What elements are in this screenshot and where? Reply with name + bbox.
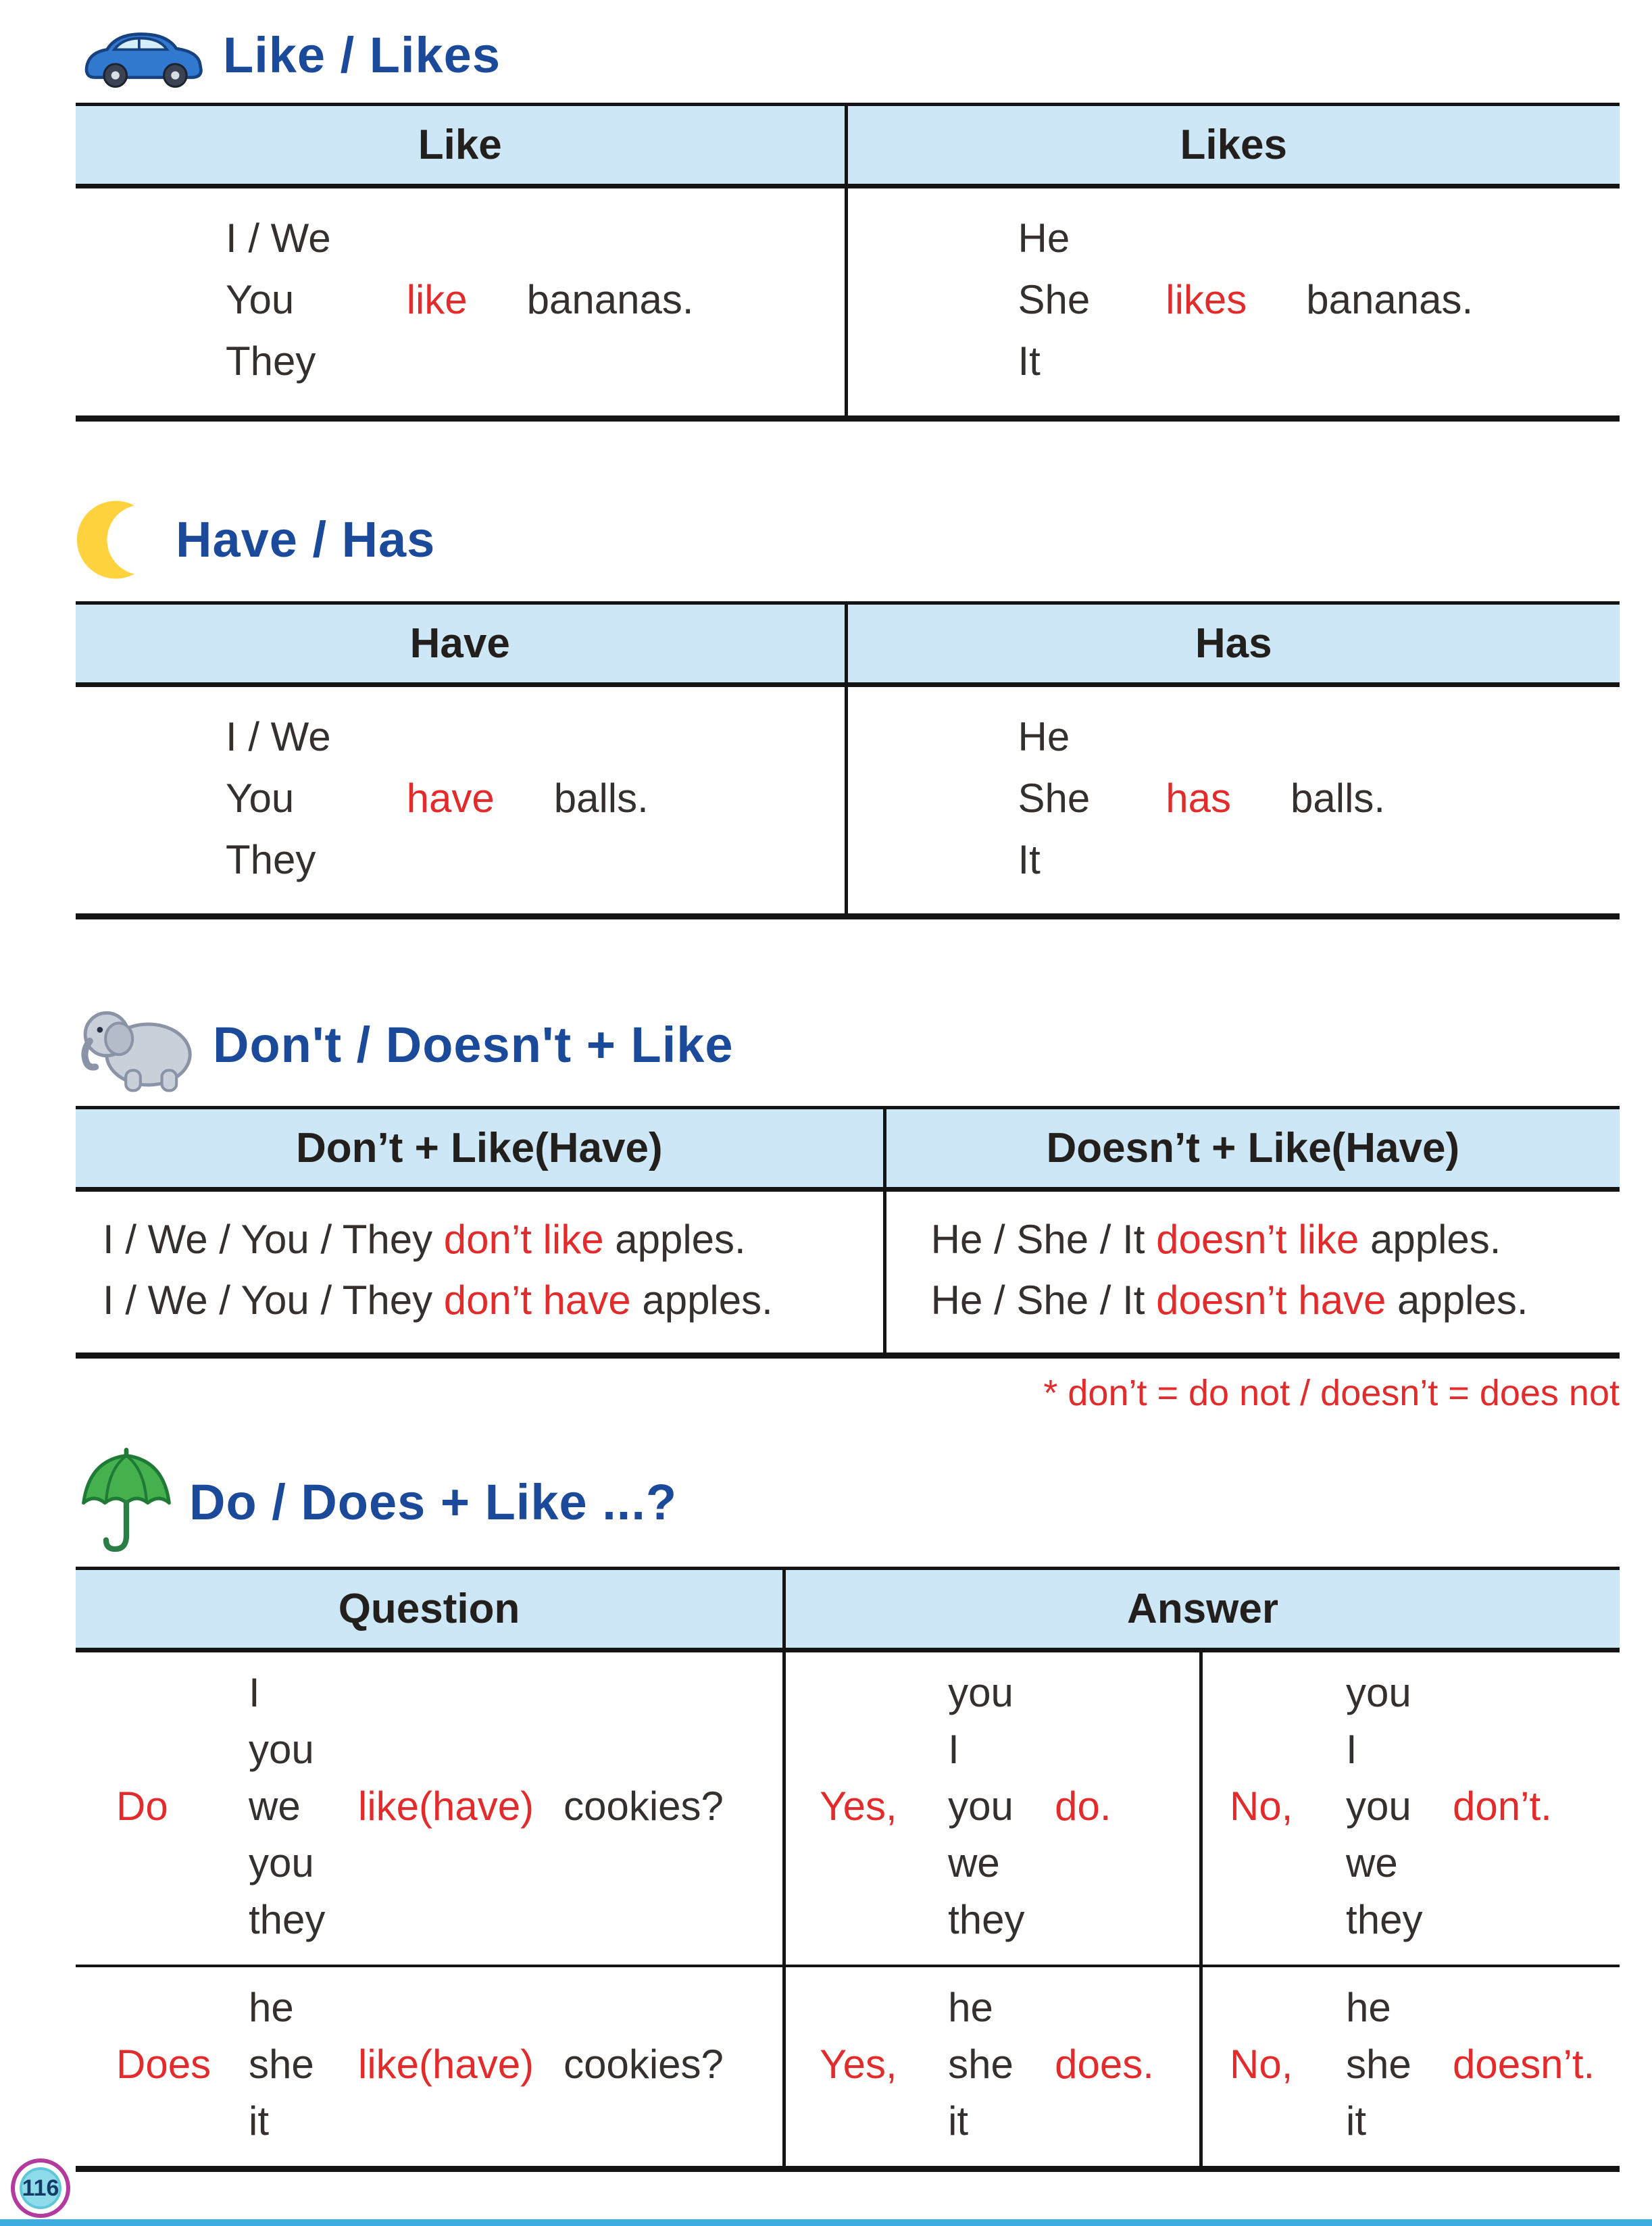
answer-lead: No, (1230, 2042, 1293, 2088)
object-text: cookies? (564, 2042, 724, 2088)
sentence-subject: I / We / You / They (103, 1217, 444, 1263)
question-cell (76, 1967, 786, 2166)
pronoun-line: she (948, 2042, 1013, 2088)
verb-text: likes (1166, 277, 1247, 323)
pronoun-stack (1018, 706, 1091, 891)
section-head (76, 489, 1620, 590)
pronoun-stack (226, 207, 331, 393)
pronoun-line: you (1346, 1784, 1411, 1829)
object-text: balls. (1291, 775, 1386, 821)
pronoun-line: we (249, 1784, 301, 1829)
table-header-row (76, 601, 1620, 687)
umbrella-icon (76, 1448, 177, 1556)
pronoun-line: you (948, 1784, 1013, 1829)
pronoun-line: you (1346, 1670, 1411, 1716)
table-cell (848, 188, 1620, 415)
answer-tail: does. (1055, 2042, 1154, 2088)
section-head (76, 18, 1620, 92)
aux-text: Do (116, 1784, 168, 1829)
section-dont-doesnt (76, 994, 1620, 1414)
section-title: Do / Does + Like ...? (189, 1473, 678, 1530)
verb-text: like(have) (358, 1784, 534, 1829)
answer-lead: Yes, (820, 1784, 897, 1829)
sentence (103, 1270, 872, 1331)
table-row (76, 1967, 1620, 2166)
sentence-verb: don’t have (443, 1278, 631, 1323)
object-text: bananas. (526, 277, 694, 323)
table-header-row (76, 103, 1620, 188)
pronoun-stack (948, 1665, 1055, 1948)
object-text: bananas. (1306, 277, 1474, 323)
sentence-object: apples. (603, 1217, 746, 1263)
column-header: Question (76, 1570, 786, 1648)
pronoun-line: it (249, 2098, 269, 2144)
pronoun-line: She (1018, 277, 1091, 323)
pronoun-line: she (249, 2042, 314, 2088)
dont-doesnt-table (76, 1106, 1620, 1359)
table-cell (76, 188, 848, 415)
pronoun-line: they (1346, 1897, 1423, 1943)
answer-tail: do. (1055, 1784, 1111, 1829)
object-text: cookies? (564, 1784, 724, 1829)
pronoun-line: They (226, 338, 316, 384)
no-answer-cell (1203, 1967, 1620, 2166)
sentence-object: apples. (630, 1278, 773, 1323)
pronoun-stack (1346, 1665, 1453, 1948)
yes-answer-cell (786, 1967, 1203, 2166)
table-body (76, 188, 1620, 415)
page-number-badge (11, 2158, 70, 2218)
verb-text: like(have) (358, 2042, 534, 2088)
table-cell (848, 687, 1620, 914)
section-like-likes (76, 18, 1620, 422)
column-header: Doesn’t + Like(Have) (1046, 1125, 1460, 1172)
pronoun-line: You (226, 277, 295, 323)
answer-lead: Yes, (820, 2042, 897, 2088)
page-bottom-rule (0, 2219, 1652, 2226)
sentence-verb: don’t like (443, 1217, 604, 1263)
like-likes-table (76, 103, 1620, 422)
table-cell (76, 1192, 886, 1352)
sentence-object: apples. (1386, 1278, 1528, 1323)
pronoun-stack (1346, 1979, 1453, 2150)
sentence-verb: doesn’t have (1156, 1278, 1386, 1323)
do-does-table (76, 1567, 1620, 2172)
section-title: Like / Likes (223, 26, 501, 83)
pronoun-line: it (948, 2098, 969, 2144)
car-icon (76, 18, 211, 92)
pronoun-line: It (1018, 836, 1041, 882)
pronoun-stack (1018, 207, 1091, 393)
object-text: balls. (553, 775, 649, 821)
section-head (76, 994, 1620, 1095)
pronoun-stack (249, 1979, 358, 2150)
pronoun-line: She (1018, 775, 1091, 821)
pronoun-stack (249, 1665, 358, 1948)
column-header: Like (76, 106, 848, 184)
table-body (76, 1192, 1620, 1352)
footnote: * don’t = do not / doesn’t = does not (1043, 1373, 1620, 1414)
pronoun-line: it (1346, 2098, 1367, 2144)
pronoun-line: It (1018, 338, 1041, 384)
section-title: Don't / Doesn't + Like (213, 1016, 734, 1073)
column-header: Have (76, 605, 848, 682)
answer-lead: No, (1230, 1784, 1293, 1829)
verb-text: like (406, 277, 468, 323)
sentence-subject: He / She / It (930, 1217, 1157, 1263)
no-answer-cell (1203, 1652, 1620, 1965)
pronoun-line: we (1346, 1840, 1398, 1886)
have-has-table (76, 601, 1620, 920)
pronoun-stack (226, 706, 331, 891)
column-header: Has (1195, 619, 1272, 667)
table-cell (886, 1192, 1620, 1352)
pronoun-line: we (948, 1840, 1000, 1886)
table-body (76, 687, 1620, 914)
pronoun-line: I / We (226, 216, 331, 261)
answer-tail: don’t. (1453, 1784, 1552, 1829)
pronoun-line: they (948, 1897, 1025, 1943)
sentence (931, 1209, 1609, 1270)
sentence (103, 1209, 872, 1270)
pronoun-line: I (1346, 1727, 1357, 1773)
pronoun-line: I (249, 1670, 260, 1716)
pronoun-line: they (249, 1897, 326, 1943)
question-cell (76, 1652, 786, 1965)
aux-text: Does (116, 2042, 211, 2088)
sentence-subject: I / We / You / They (103, 1278, 444, 1323)
column-header: Answer (1127, 1586, 1279, 1633)
pronoun-stack (948, 1979, 1055, 2150)
pronoun-line: you (249, 1727, 314, 1773)
pronoun-line: I (948, 1727, 959, 1773)
pronoun-line: I / We (226, 713, 331, 759)
section-head (76, 1448, 1620, 1556)
pronoun-line: He (1018, 713, 1070, 759)
sentence-subject: He / She / It (930, 1278, 1157, 1323)
moon-icon (76, 489, 164, 590)
page-number: 116 (22, 2175, 59, 2201)
column-header: Don’t + Like(Have) (76, 1109, 886, 1187)
table-header-row (76, 1106, 1620, 1192)
section-have-has (76, 489, 1620, 920)
sentence-object: apples. (1359, 1217, 1501, 1263)
pronoun-line: you (948, 1670, 1013, 1716)
verb-text: has (1166, 775, 1232, 821)
pronoun-line: he (249, 1985, 294, 2031)
sentence (931, 1270, 1609, 1331)
answer-tail: doesn’t. (1453, 2042, 1595, 2088)
pronoun-line: he (948, 1985, 993, 2031)
elephant-icon (76, 994, 201, 1095)
column-header: Likes (1180, 122, 1288, 168)
pronoun-line: he (1346, 1985, 1391, 2031)
pronoun-line: He (1018, 216, 1070, 261)
pronoun-line: You (226, 775, 295, 821)
pronoun-line: she (1346, 2042, 1411, 2088)
sentence-verb: doesn’t like (1156, 1217, 1359, 1263)
table-header-row (76, 1567, 1620, 1652)
table-cell (76, 687, 848, 914)
yes-answer-cell (786, 1652, 1203, 1965)
pronoun-line: you (249, 1840, 314, 1886)
section-do-does (76, 1448, 1620, 2172)
pronoun-line: They (226, 836, 316, 882)
section-title: Have / Has (176, 511, 436, 568)
table-row (76, 1652, 1620, 1967)
verb-text: have (406, 775, 495, 821)
